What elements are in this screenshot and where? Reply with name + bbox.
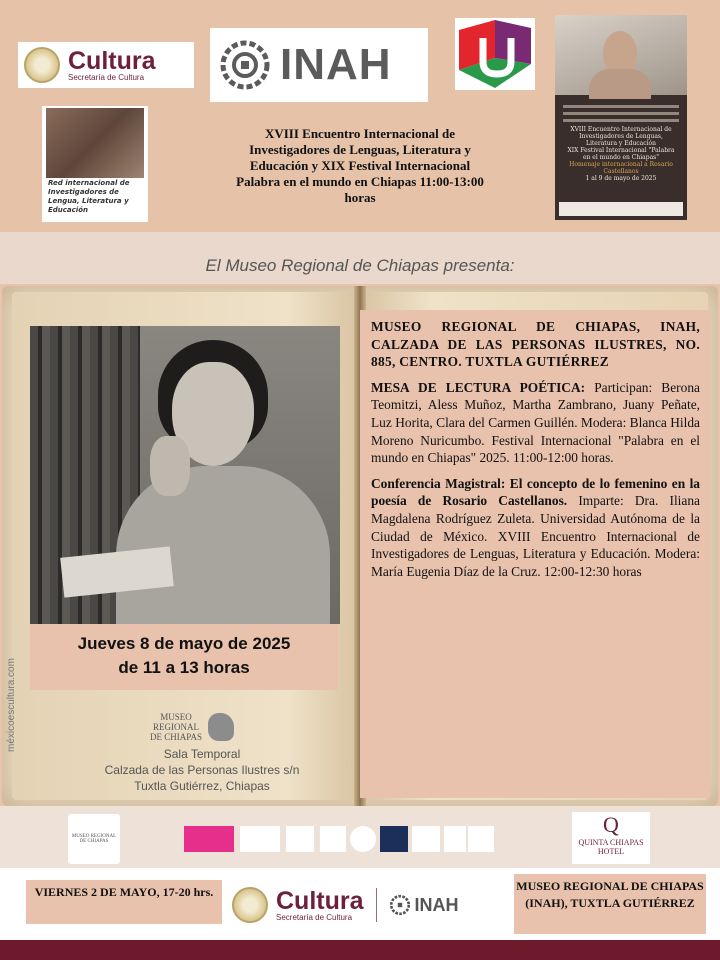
sponsor-logo-9 <box>468 826 494 852</box>
quinta-chiapas-logo <box>572 812 650 864</box>
address-line-2: Tuxtla Gutiérrez, Chiapas <box>134 779 270 793</box>
mexico-seal-icon <box>24 47 60 83</box>
cultura-logo <box>18 42 194 88</box>
cigach-logo <box>412 826 440 852</box>
red-investigadores-logo <box>42 106 148 222</box>
poster-title-2: XIX Festival Internacional "Palabra en el mundo en Chiapas" <box>567 147 675 161</box>
mesa-title: MESA DE LECTURA POÉTICA: <box>371 379 586 395</box>
event-poster-thumbnail <box>555 15 687 220</box>
footer-cultura-sub: Secretaría de Cultura <box>276 912 353 922</box>
date-line-1: Jueves 8 de mayo de 2025 <box>77 634 291 653</box>
conference-title: Conferencia Magistral: El concepto de lo femenino en la poesía de Rosario Castellanos. <box>371 475 700 509</box>
mesa-body: Participan: Berona Teomitzi, Aless Muñoz, Martha Zambrano, Juany Peñate, Luz Horita, Clara del Carmen Guillén. Modera: Blanca Hilda Moreno Nuricumbo. Festival Internacional "Palabra en el mundo en Chiapas" 2025. 11:00-12:00 horas. <box>371 379 700 466</box>
footer-inah-word: INAH <box>414 894 459 915</box>
date-line-2: de 11 a 13 horas <box>118 658 250 677</box>
event-header-text: XVIII Encuentro Internacional de Investigadores de Lenguas, Literatura y Educación y XIX Festival Internacional Palabra en el mundo en Chiapas 11:00-13:00 horas <box>236 126 484 205</box>
red-logo-caption: Red internacional de Investigadores de Lengua, Literatura y Educación <box>48 179 130 214</box>
venue-text: MUSEO REGIONAL DE CHIAPAS, INAH, CALZADA DE LAS PERSONAS ILUSTRES, NO. 885, CENTRO. TUXTLA GUTIÉRREZ <box>371 319 700 370</box>
cultura-logo-word: Cultura <box>68 46 156 75</box>
event-info-box <box>360 310 710 798</box>
venue-address <box>62 746 342 794</box>
footer-divider <box>376 888 377 922</box>
inah-logo-word: INAH <box>280 40 392 89</box>
university-logo <box>455 18 535 90</box>
sponsor-logo-6 <box>380 826 408 852</box>
quinta-q-mark: Q <box>603 812 619 837</box>
museo-glyph-icon <box>208 713 234 741</box>
poster-sponsor-logos <box>559 202 683 216</box>
poster-dates: 1 al 9 de mayo de 2025 <box>585 175 657 182</box>
mesa-section <box>371 379 700 467</box>
uam-logo <box>240 826 280 852</box>
museo-logo-text: MUSEO REGIONAL DE CHIAPAS <box>150 712 202 742</box>
cultura-logo-sub: Secretaría de Cultura <box>68 72 145 82</box>
poster-portrait <box>555 15 687 95</box>
footer-logos <box>232 880 502 930</box>
secretaria-logo <box>184 826 234 852</box>
poster-homenaje: Homenaje internacional a Rosario Castellanos <box>569 161 673 175</box>
footer-seal-icon <box>232 887 268 923</box>
footer-venue-box: MUSEO REGIONAL DE CHIAPAS (INAH), TUXTLA GUTIÉRREZ <box>514 874 706 934</box>
museo-small-logo: MUSEO REGIONAL DE CHIAPAS <box>68 814 120 864</box>
inah-logo <box>210 28 428 102</box>
photo-credit: méxicoescultura.com <box>6 658 17 752</box>
address-line-1: Calzada de las Personas Ilustres s/n <box>104 763 300 777</box>
sponsor-logo-4 <box>320 826 346 852</box>
bottom-bar <box>0 940 720 960</box>
rosario-castellanos-photo <box>30 326 340 624</box>
sala-label: Sala Temporal <box>163 747 241 761</box>
presenter-line: El Museo Regional de Chiapas presenta: <box>205 256 515 275</box>
sponsor-logo-8 <box>444 826 466 852</box>
inah-glyph-icon <box>220 40 270 90</box>
conference-body: Imparte: Dra. Iliana Magdalena Rodríguez Zuleta. Universidad Autónoma de la Ciudad de México. XVIII Encuentro Internacional de Investigadores de Lenguas, Literatura y Educación. Modera: María Eugenia Díaz de la Cruz. 12:00-12:30 horas <box>371 493 700 579</box>
poster-title-1: XVIII Encuentro Internacional de Investigadores de Lenguas, Literatura y Educación <box>570 126 672 147</box>
footer-inah-glyph-icon <box>389 894 411 916</box>
quinta-name: QUINTA CHIAPAS <box>578 838 644 847</box>
quinta-sub: HOTEL <box>597 847 625 856</box>
footer-date-box: VIERNES 2 DE MAYO, 17-20 hrs. <box>26 880 222 924</box>
red-logo-image <box>46 108 144 178</box>
conference-section <box>371 475 700 581</box>
museo-regional-logo <box>148 710 238 744</box>
sponsor-logo-3 <box>286 826 314 852</box>
date-box <box>30 624 338 690</box>
footer-cultura-word: Cultura <box>276 886 364 915</box>
sponsor-logo-5 <box>350 826 376 852</box>
